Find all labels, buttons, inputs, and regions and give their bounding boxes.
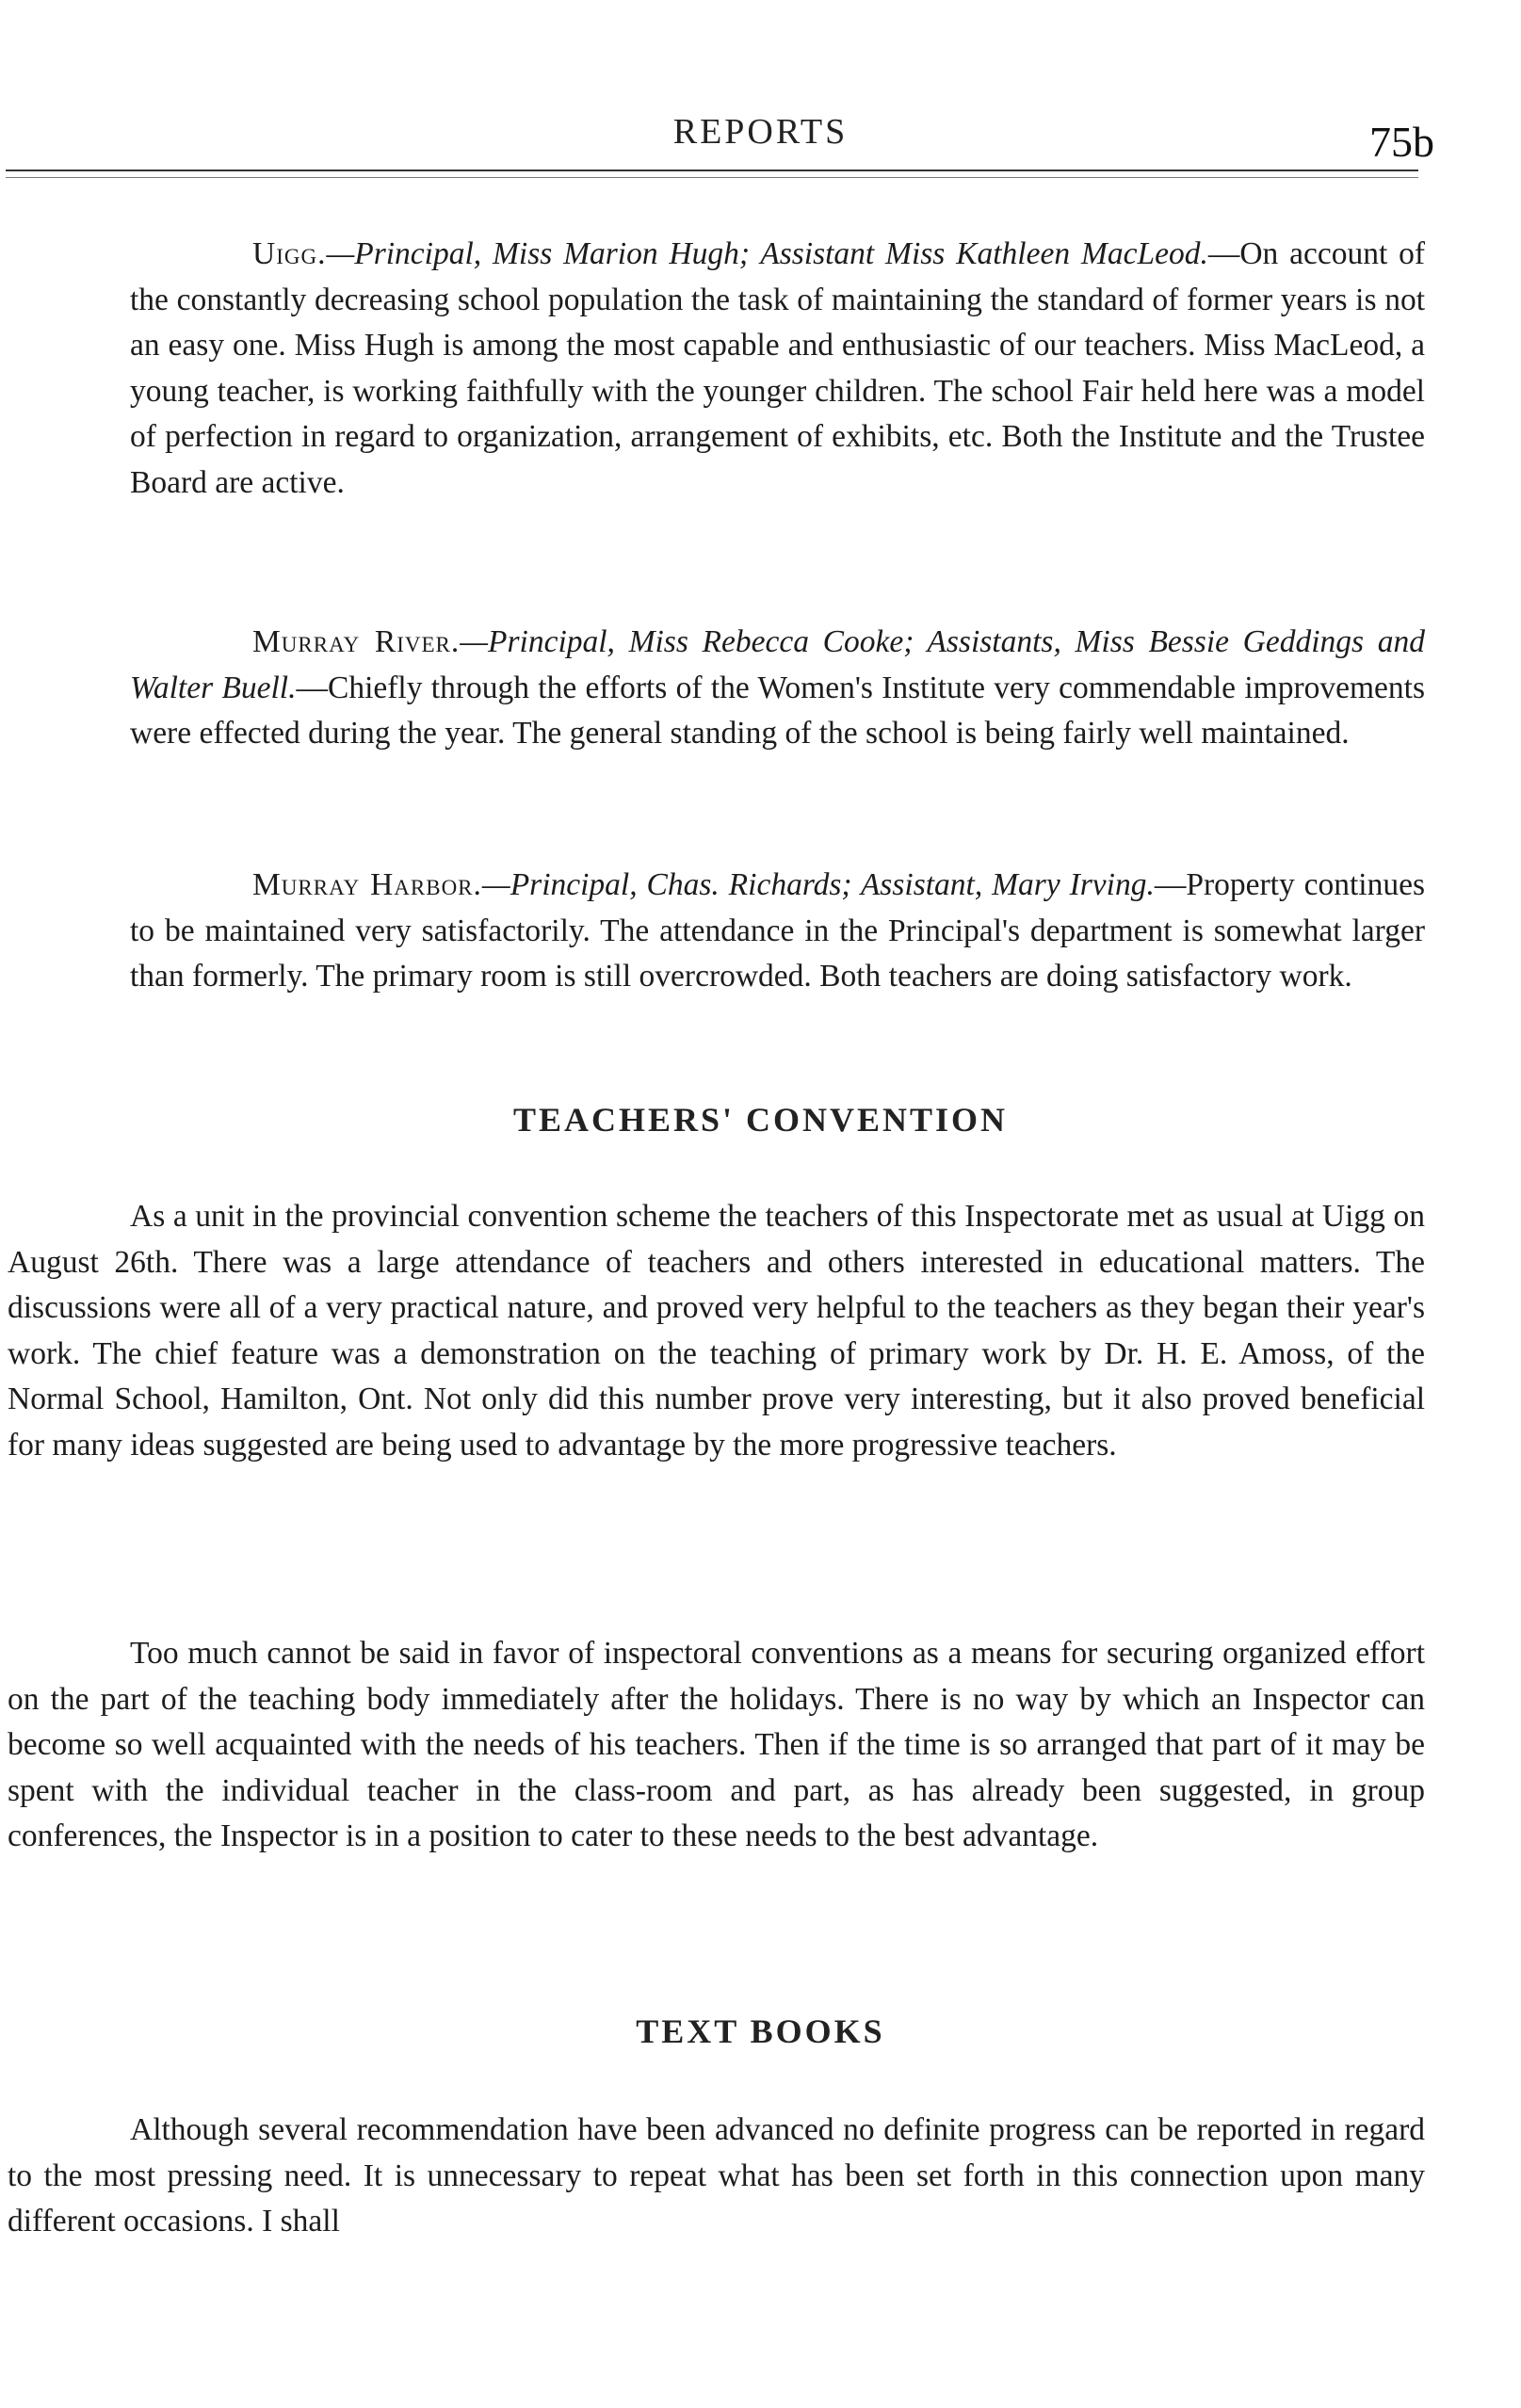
header-rule-secondary xyxy=(6,177,1418,178)
paragraph-text: Although several recommendation have been advanced no definite progress can be reported in regard to the most pressing need. It is unnecessary to repeat what has been set forth in this connection upon many different occasions. I shall xyxy=(8,2112,1425,2239)
convention-paragraph-2 xyxy=(8,1631,1425,1860)
page-number: 75b xyxy=(1369,118,1434,166)
running-header xyxy=(0,111,1521,168)
report-place: Murray Harbor. xyxy=(252,867,482,902)
paragraph-text: As a unit in the provincial convention scheme the teachers of this Inspectorate met as usual at Uigg on August 26th. There was a large attendance of teachers and others interested in educational matters. The discussions were all of a very practical nature, and proved very helpful to the teachers as they began their year's work. The chief feature was a demonstration on the teaching of primary work by Dr. H. E. Amoss, of the Normal School, Hamilton, Ont. Not only did this number prove very interesting, but it also proved beneficial for many ideas suggested are being used to advantage by the more progressive teachers. xyxy=(8,1199,1425,1463)
header-rule xyxy=(6,170,1418,171)
paragraph-text: Too much cannot be said in favor of inspectoral conventions as a means for securing organized effort on the part of the teaching body immediately after the holidays. There is no way by which an Inspector can become so well acquainted with the needs of his teachers. Then if the time is so arranged that part of it may be spent with the individual teacher in the class-room and part, as has already been suggested, in group conferences, the Inspector is in a position to cater to these needs to the best advantage. xyxy=(8,1636,1425,1854)
report-uigg xyxy=(130,232,1425,507)
report-murray-harbor xyxy=(130,863,1425,1000)
text-books-paragraph-1 xyxy=(8,2108,1425,2245)
report-staff: —Principal, Miss Rebecca Cooke; Assistants, Miss Bessie Geddings and Walter Buell. xyxy=(130,624,1425,705)
report-body: —Chiefly through the efforts of the Women's Institute very commendable improvements were effected during the year. The general standing of the school is being fairly well maintained. xyxy=(130,670,1425,751)
report-place: Murray River. xyxy=(252,624,461,659)
report-place: Uigg. xyxy=(252,236,327,271)
section-heading-teachers-convention: TEACHERS' CONVENTION xyxy=(512,1101,1009,1139)
report-staff: —Principal, Miss Marion Hugh; Assistant Miss Kathleen MacLeod. xyxy=(326,236,1208,271)
report-murray-river xyxy=(130,620,1425,757)
report-body: —On account of the constantly decreasing school population the task of maintaining the standard of former years is not an easy one. Miss Hugh is among the most capable and enthusiastic of our teachers. Miss MacLeod, a young teacher, is working faithfully with the younger children. The school Fair held here was a model of perfection in regard to organization, arrangement of exhibits, etc. Both the Institute and the Trustee Board are active. xyxy=(130,236,1425,500)
report-body: —Property continues to be maintained very satisfactorily. The attendance in the Principal's department is somewhat larger than formerly. The primary room is still overcrowded. Both teachers are doing satisfactory work. xyxy=(130,867,1426,994)
report-staff: —Principal, Chas. Richards; Assistant, Mary Irving. xyxy=(481,867,1155,902)
convention-paragraph-1 xyxy=(8,1194,1425,1469)
section-heading-text-books: TEXT BOOKS xyxy=(636,2012,885,2050)
running-title: REPORTS xyxy=(672,112,849,152)
